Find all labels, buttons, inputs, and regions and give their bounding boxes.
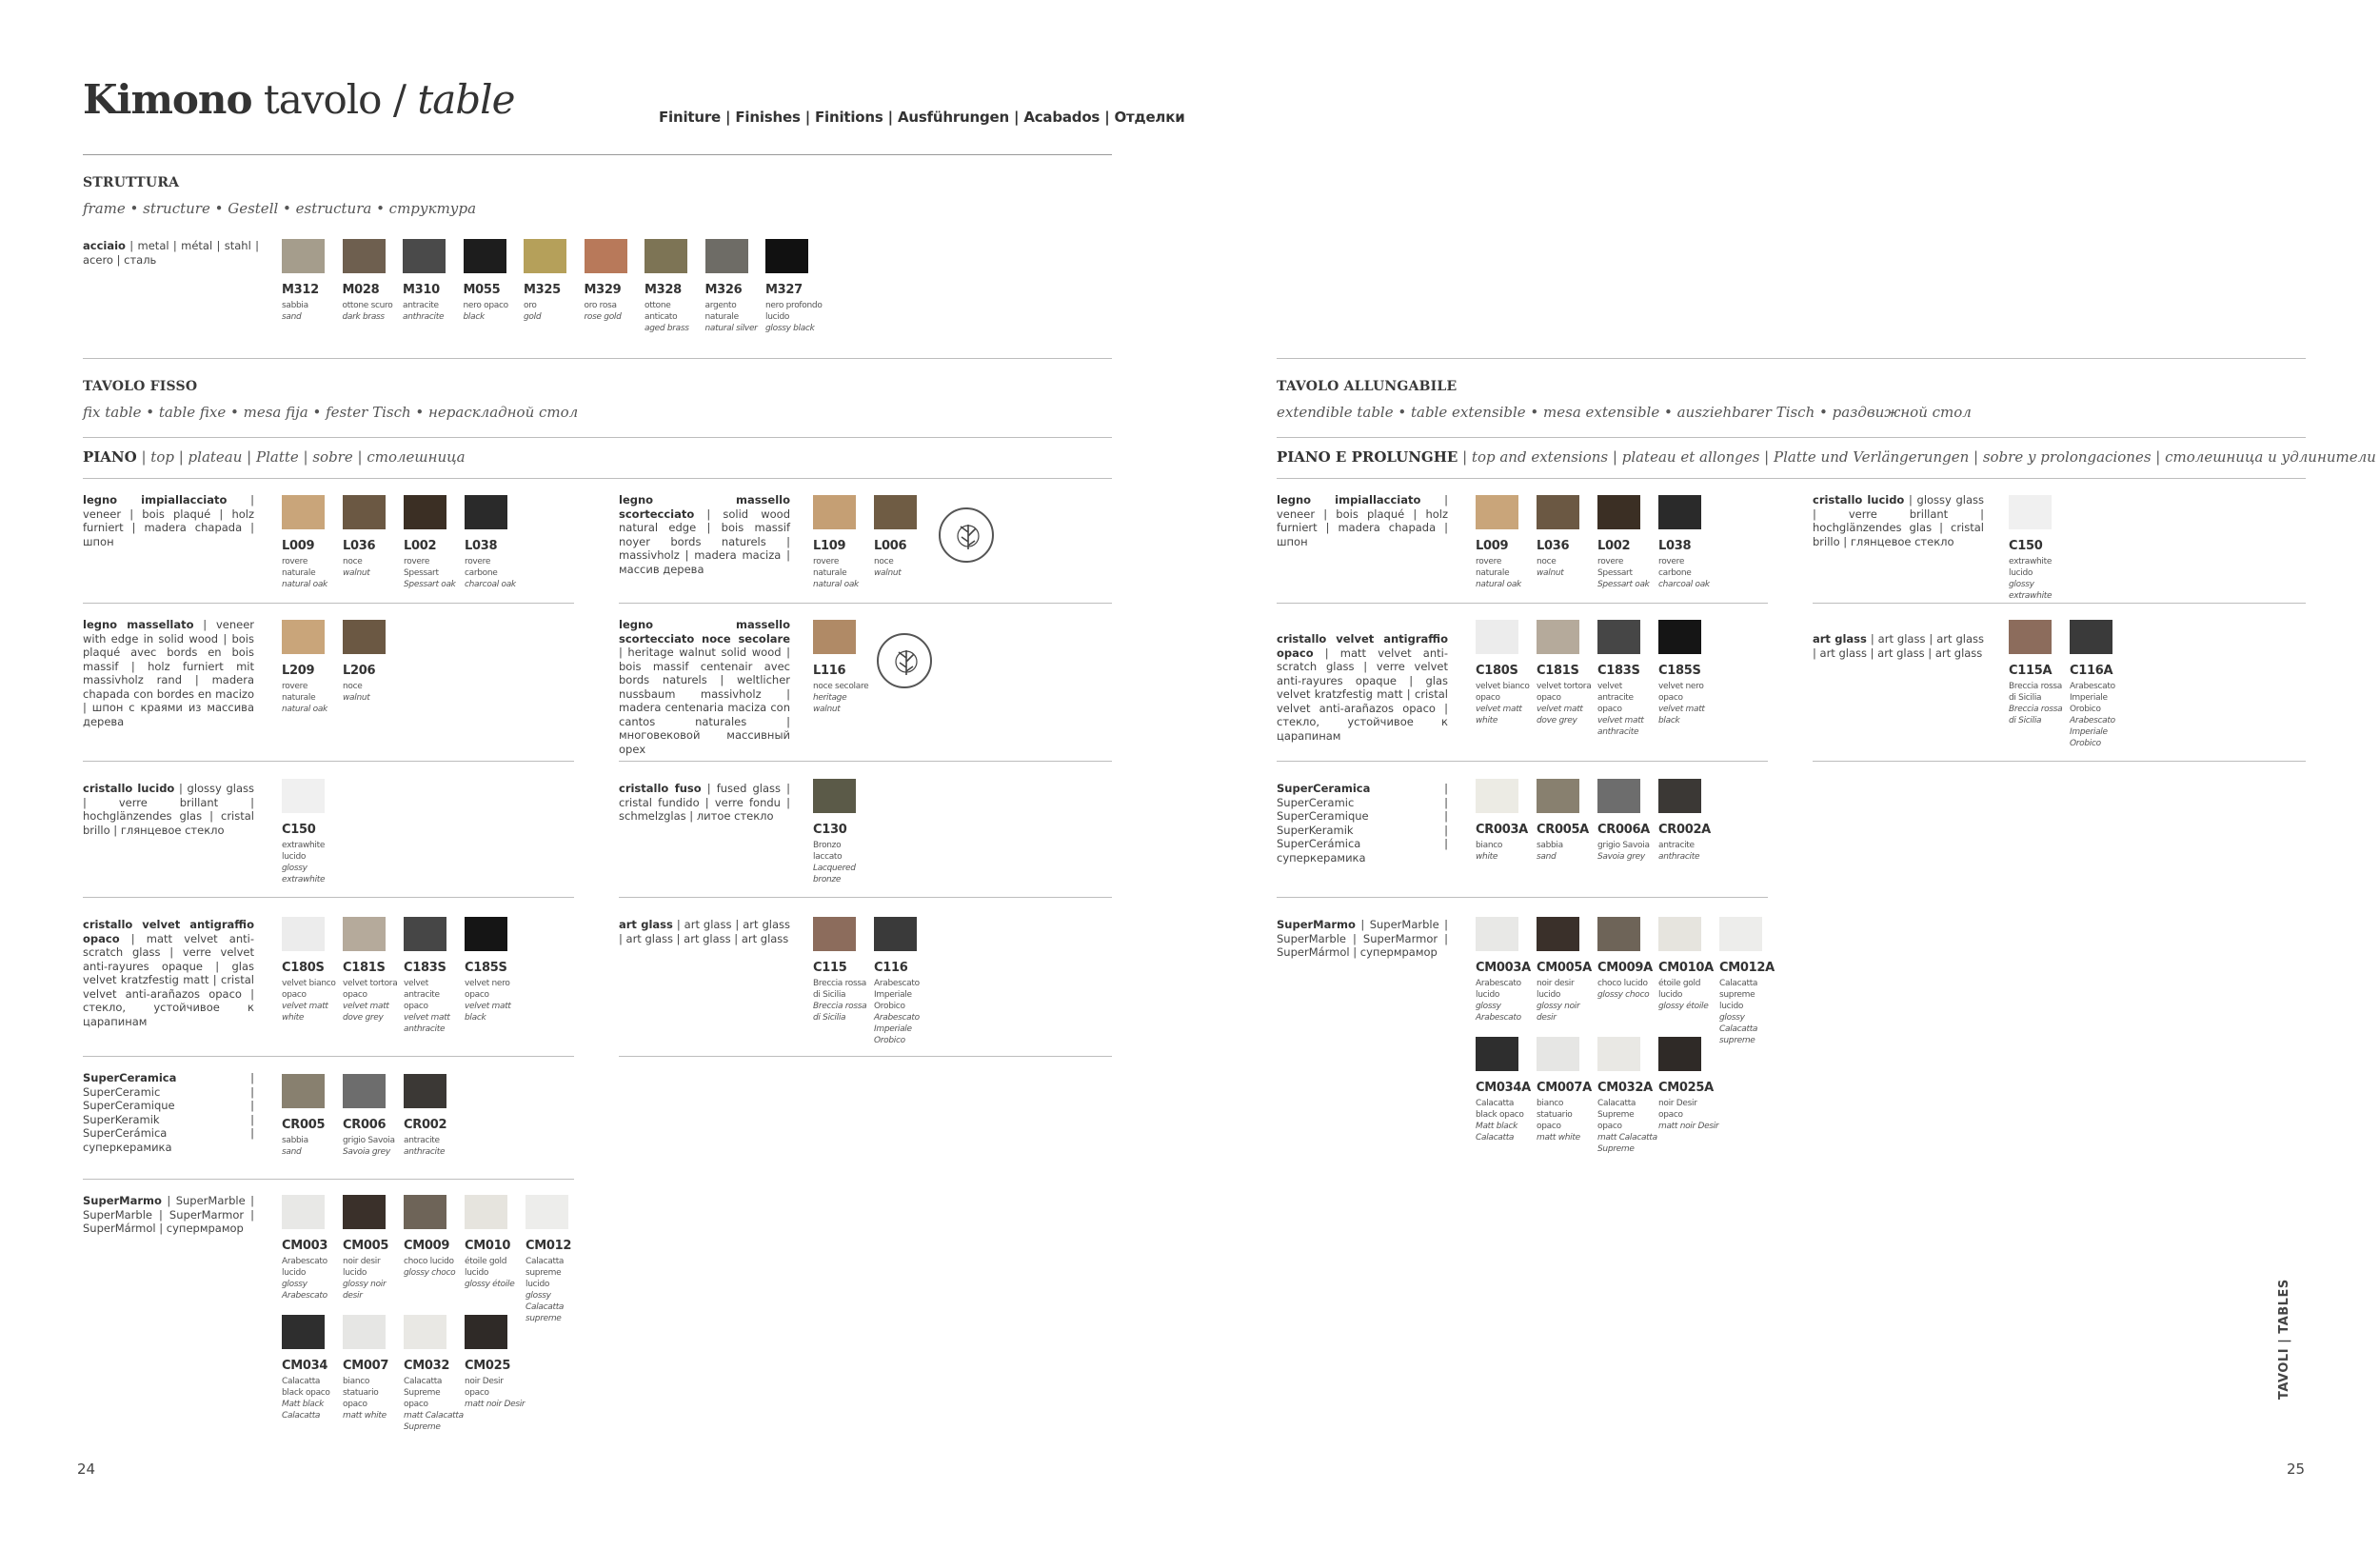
swatch-desc-en: Lacquered bronze [813,864,856,884]
swatch-code: M328 [645,283,682,297]
swatch-code: M310 [403,283,440,297]
swatch-code: L206 [343,664,376,678]
swatch-code: CM034A [1476,1081,1531,1095]
swatch-chip[interactable] [1537,779,1579,813]
swatch-code: CM025A [1658,1081,1714,1095]
swatch-desc: velvet tortora opaco [343,979,398,1000]
finish-group-label: art glass | art glass | art glass | art glass | art glass | art glass [619,918,790,945]
swatch-desc: velvet tortora opaco [1537,682,1592,703]
swatch-code: CM010 [465,1239,511,1253]
swatch-desc-en: matt Calacatta Supreme [1597,1133,1657,1154]
swatch-desc: noce [874,557,894,566]
swatch-code: CM007 [343,1359,389,1373]
swatch-code: L038 [1658,539,1692,553]
swatch-desc-en: walnut [343,568,370,578]
swatch-chip[interactable] [645,239,687,273]
finish-group-label: SuperMarmo | SuperMarble | SuperMarble | SuperMarmor | SuperMármol | супермрамор [1277,918,1448,959]
swatch-chip[interactable] [404,1074,446,1108]
swatch-chip[interactable] [1658,917,1701,951]
swatch-desc-en: anthracite [404,1147,446,1157]
swatch-desc: argento naturale [704,301,739,322]
swatch-cr002[interactable] [404,1074,571,1158]
swatch-chip[interactable] [2009,620,2052,654]
swatch-cm025a[interactable] [1658,1037,1826,1132]
swatch-code: C115A [2009,664,2053,678]
swatch-desc-en: glossy Calacatta supreme [526,1291,565,1323]
finish-group-label: SuperCeramica | SuperCeramic | SuperCeramique | SuperKeramik | SuperCerámica | суперкерамика [1277,782,1448,864]
swatch-desc: bianco [1476,841,1503,850]
swatch-desc-en: glossy noir desir [1537,1002,1580,1023]
swatch-desc: noir Desir opaco [1658,1099,1697,1120]
swatch-desc: Arabescato Imperiale Orobico [2070,682,2115,714]
swatch-desc: noce [1537,557,1557,566]
swatch-desc: extrawhite lucido [2009,557,2053,578]
swatch-code: C180S [1476,664,1518,678]
swatch-desc-en: Breccia rossa di Sicilia [2009,705,2063,725]
swatch-desc-en: glossy Arabescato [1476,1002,1521,1023]
finish-group-label: cristallo lucido | glossy glass | verre brillant | hochglänzendes glas | cristal brillo | глянцевое стекло [83,782,255,837]
swatch-code: C116A [2070,664,2113,678]
swatch-chip[interactable] [343,239,386,273]
swatch-chip[interactable] [1476,917,1518,951]
swatch-desc-en: matt Calacatta Supreme [404,1411,464,1432]
swatch-desc-en: charcoal oak [1658,580,1710,589]
swatch-desc-en: black [463,312,485,322]
swatch-code: L002 [404,539,437,553]
swatch-code: M327 [765,283,803,297]
swatch-desc-en: velvet matt white [1476,705,1522,725]
swatch-code: CM034 [282,1359,328,1373]
swatch-c150[interactable] [2009,495,2176,602]
swatch-chip[interactable] [282,779,325,813]
swatch-desc: Calacatta supreme lucido [1719,979,1758,1011]
page-title: Kimono tavolo / table [83,76,515,123]
swatch-code: C181S [343,961,386,975]
swatch-c185s[interactable] [465,917,632,1023]
swatch-code: CM032A [1597,1081,1653,1095]
swatch-chip[interactable] [465,1315,507,1349]
swatch-code: CR005 [282,1118,326,1132]
swatch-chip[interactable] [813,917,856,951]
swatch-code: CR002 [404,1118,447,1132]
swatch-desc: rovere naturale [282,682,316,703]
swatch-desc: velvet antracite opaco [404,979,440,1011]
swatch-chip[interactable] [343,1195,386,1229]
swatch-desc-en: Arabescato Imperiale Orobico [2070,716,2115,748]
swatch-desc: noir Desir opaco [465,1377,504,1398]
swatch-desc: Calacatta Supreme opaco [404,1377,443,1409]
swatch-code: C185S [1658,664,1701,678]
swatch-desc: sabbia [282,1136,308,1145]
swatch-desc-en: walnut [874,568,902,578]
swatch-desc: Breccia rossa di Sicilia [2009,682,2062,703]
swatch-desc: noce [343,557,363,566]
finishes-heading: Finiture | Finishes | Finitions | Ausführungen | Acabados | Отделки [659,109,1185,126]
swatch-desc-en: natural oak [1476,580,1521,589]
swatch-desc-en: glossy black [765,324,815,333]
swatch-code: M326 [704,283,743,297]
swatch-desc-en: aged brass [645,324,689,333]
swatch-chip[interactable] [282,1315,325,1349]
swatch-chip[interactable] [282,917,325,951]
swatch-cr002a[interactable] [1658,779,1826,863]
swatch-desc: Arabescato lucido [1476,979,1521,1000]
swatch-desc-en: Matt black Calacatta [1476,1122,1518,1143]
swatch-chip[interactable] [1658,620,1701,654]
finish-group-label: cristallo fuso | fused glass | cristal fundido | verre fondu | schmelzglas | литое стекло [619,782,790,823]
swatch-chip[interactable] [465,917,507,951]
solid-wood-badge-icon [877,633,932,688]
swatch-desc-en: glossy choco [1597,990,1650,1000]
swatch-desc: velvet bianco opaco [1476,682,1530,703]
swatch-desc: étoile gold lucido [1658,979,1701,1000]
swatch-code: M055 [463,283,501,297]
swatch-code: CM003 [282,1239,328,1253]
swatch-desc-en: matt noir Desir [465,1400,526,1409]
swatch-desc: Breccia rossa di Sicilia [813,979,866,1000]
struttura-subtitle: frame • structure • Gestell • estructura • структура [83,200,477,217]
swatch-l206[interactable] [343,620,510,704]
swatch-desc-en: walnut [1537,568,1564,578]
swatch-code: M312 [282,283,319,297]
swatch-desc-en: rose gold [584,312,622,322]
swatch-chip[interactable] [524,239,566,273]
swatch-desc: bianco statuario opaco [1537,1099,1573,1131]
swatch-desc: nero opaco [463,301,508,310]
swatch-desc: Bronzo laccato [813,841,843,862]
swatch-chip[interactable] [874,495,917,529]
solid-wood-badge-icon [939,507,994,563]
swatch-code: C183S [1597,664,1640,678]
swatch-desc-en: sand [1537,852,1557,862]
allungabile-piano: PIANO E PROLUNGHE | top and extensions | plateau et allonges | Platte und Verlängerungen | sobre y prolongaciones | столешница и удлинители [1277,448,2376,466]
swatch-desc-en: charcoal oak [465,580,516,589]
swatch-chip[interactable] [813,620,856,654]
page-number-left: 24 [77,1461,96,1478]
swatch-code: L002 [1597,539,1631,553]
swatch-desc-en: Breccia rossa di Sicilia [813,1002,867,1023]
swatch-code: M325 [524,283,561,297]
finish-group-label: legno impiallacciato | veneer | bois plaqué | holz furniert | madera chapada | шпон [1277,493,1448,548]
swatch-desc-en: anthracite [403,312,445,322]
swatch-code: C183S [404,961,446,975]
swatch-desc: velvet bianco opaco [282,979,336,1000]
swatch-chip[interactable] [1537,917,1579,951]
swatch-chip[interactable] [2070,620,2112,654]
swatch-desc-en: Savoia grey [343,1147,390,1157]
swatch-code: L006 [874,539,907,553]
swatch-desc-en: Arabescato Imperiale Orobico [874,1013,920,1045]
swatch-desc: sabbia [282,301,308,310]
swatch-c116a[interactable] [2070,620,2237,749]
swatch-desc-en: white [1476,852,1498,862]
swatch-code: CM010A [1658,961,1714,975]
swatch-desc: rovere naturale [282,557,316,578]
swatch-chip[interactable] [282,1074,325,1108]
swatch-chip[interactable] [1476,779,1518,813]
swatch-chip[interactable] [1597,495,1640,529]
swatch-desc-en: glossy étoile [465,1280,515,1289]
swatch-chip[interactable] [526,1195,568,1229]
fisso-subtitle: fix table • table fixe • mesa fija • fester Tisch • нераскладной стол [83,404,579,421]
swatch-desc: velvet nero opaco [465,979,510,1000]
finish-group-label: cristallo lucido | glossy glass | verre brillant | hochglänzendes glas | cristal brillo | глянцевое стекло [1813,493,1985,548]
swatch-desc-en: Savoia grey [1597,852,1645,862]
swatch-desc: extrawhite lucido [282,841,326,862]
swatch-code: L009 [1476,539,1509,553]
swatch-chip[interactable] [465,1195,507,1229]
swatch-desc: Calacatta black opaco [1476,1099,1524,1120]
swatch-desc-en: natural silver [704,324,758,333]
swatch-desc: sabbia [1537,841,1563,850]
swatch-desc-en: natural oak [282,580,327,589]
swatch-code: CR003A [1476,823,1528,837]
swatch-cm012[interactable] [526,1195,693,1324]
swatch-desc: nero profondo lucido [765,301,823,322]
swatch-chip[interactable] [585,239,627,273]
swatch-desc: choco lucido [1597,979,1648,988]
swatch-chip[interactable] [1658,495,1701,529]
swatch-desc: rovere Spessart [1597,557,1633,578]
swatch-code: C115 [813,961,847,975]
swatch-desc: noir desir lucido [343,1257,381,1278]
swatch-desc: rovere naturale [813,557,847,578]
side-section-label: TAVOLI | TABLES [2277,1279,2291,1400]
swatch-chip[interactable] [1476,1037,1518,1071]
swatch-c116[interactable] [874,917,1041,1046]
swatch-chip[interactable] [1537,495,1579,529]
swatch-chip[interactable] [765,239,808,273]
swatch-desc-en: matt noir Desir [1658,1122,1719,1131]
swatch-code: C150 [282,823,316,837]
swatch-desc-en: glossy choco [404,1268,456,1278]
swatch-desc: rovere naturale [1476,557,1510,578]
swatch-chip[interactable] [1719,917,1762,951]
swatch-desc-en: glossy extrawhite [282,864,326,884]
swatch-c150[interactable] [282,779,449,885]
swatch-c130[interactable] [813,779,981,885]
swatch-chip[interactable] [1537,1037,1579,1071]
swatch-code: L109 [813,539,846,553]
swatch-chip[interactable] [282,495,325,529]
swatch-code: CM025 [465,1359,511,1373]
finish-group-label: cristallo velvet antigraffio opaco | matt velvet anti-scratch glass | verre velvet anti-rayures opaque | glas velvet kratzfestig matt | cristal velvet anti-arañazos opaco | стекло, устойчивое к царапинам [83,918,254,1028]
swatch-desc: Calacatta supreme lucido [526,1257,565,1289]
swatch-desc-en: anthracite [1658,852,1700,862]
swatch-desc-en: glossy étoile [1658,1002,1709,1011]
swatch-code: CR002A [1658,823,1711,837]
swatch-code: CM007A [1537,1081,1592,1095]
swatch-chip[interactable] [404,1315,446,1349]
swatch-desc-en: sand [282,1147,302,1157]
swatch-chip[interactable] [1658,1037,1701,1071]
swatch-desc: Arabescato Imperiale Orobico [874,979,920,1011]
swatch-desc: bianco statuario opaco [343,1377,379,1409]
swatch-desc-en: glossy Calacatta supreme [1719,1013,1758,1045]
swatch-code: CM005A [1537,961,1592,975]
swatch-desc-en: Spessart oak [1597,580,1650,589]
swatch-desc: antracite [1658,841,1695,850]
swatch-chip[interactable] [404,917,446,951]
swatch-chip[interactable] [403,239,446,273]
swatch-l038[interactable] [1658,495,1826,590]
swatch-chip[interactable] [282,1195,325,1229]
swatch-code: CM009A [1597,961,1653,975]
swatch-desc: velvet antracite opaco [1597,682,1634,714]
swatch-code: C180S [282,961,325,975]
swatch-chip[interactable] [1476,620,1518,654]
swatch-code: M329 [584,283,622,297]
finish-group-label: legno massellato | veneer with edge in solid wood | bois plaqué avec bords en bois massif | holz furniert mit massivholz rand | madera chapada con bordes en macizo | шпон с краями из массива дерева [83,618,254,728]
finish-group-label: cristallo velvet antigraffio opaco | matt velvet anti-scratch glass | verre velvet anti-rayures opaque | glas velvet kratzfestig matt | cristal velvet anti-arañazos opaco | стекло, устойчивое к царапинам [1277,632,1448,743]
swatch-desc-en: velvet matt dove grey [1537,705,1583,725]
swatch-code: L209 [282,664,315,678]
swatch-chip[interactable] [813,779,856,813]
swatch-code: CM009 [404,1239,450,1253]
swatch-desc: noir desir lucido [1537,979,1575,1000]
finish-group-label: art glass | art glass | art glass | art glass | art glass | art glass [1813,632,1984,660]
swatch-desc-en: heritage walnut [813,693,847,714]
swatch-chip[interactable] [1597,917,1640,951]
swatch-chip[interactable] [1658,779,1701,813]
finish-group-label: legno massello scortecciato noce secolare | heritage walnut solid wood | bois massif centenair avec bords naturels | weltlicher nussbaum massivholz | madera centenaria maciza con cantos naturales | многовековой массивный орех [619,618,790,756]
swatch-desc-en: velvet matt dove grey [343,1002,389,1023]
swatch-chip[interactable] [874,917,917,951]
swatch-code: CM012A [1719,961,1775,975]
swatch-chip[interactable] [343,1315,386,1349]
swatch-desc-en: dark brass [342,312,385,322]
swatch-code: CM012 [526,1239,572,1253]
swatch-desc-en: sand [282,312,302,322]
swatch-chip[interactable] [282,620,325,654]
swatch-desc: oro rosa [584,301,617,310]
swatch-code: CM003A [1476,961,1531,975]
swatch-desc-en: natural oak [813,580,859,589]
fisso-heading: TAVOLO FISSO [83,379,198,394]
swatch-chip[interactable] [464,239,506,273]
swatch-desc-en: velvet matt white [282,1002,328,1023]
swatch-desc: ottone anticato [645,301,678,322]
swatch-l038[interactable] [465,495,632,590]
allungabile-subtitle: extendible table • table extensible • mesa extensible • ausziehbarer Tisch • раздвижной стол [1277,404,1972,421]
swatch-code: CR006A [1597,823,1650,837]
finish-group-label: SuperMarmo | SuperMarble | SuperMarble | SuperMarmor | SuperMármol | супермрамор [83,1194,254,1235]
swatch-code: CM032 [404,1359,450,1373]
swatch-code: M028 [342,283,380,297]
swatch-desc: étoile gold lucido [465,1257,507,1278]
swatch-code: C185S [465,961,507,975]
swatch-chip[interactable] [1476,495,1518,529]
swatch-desc: noce [343,682,363,691]
swatch-code: L116 [813,664,846,678]
swatch-desc: grigio Savoia [1597,841,1650,850]
swatch-code: CR005A [1537,823,1589,837]
swatch-code: CR006 [343,1118,387,1132]
swatch-chip[interactable] [1597,620,1640,654]
fisso-piano: PIANO | top | plateau | Platte | sobre | столешница [83,448,466,466]
swatch-desc: noce secolare [813,682,869,691]
swatch-code: CM005 [343,1239,389,1253]
finish-group-label: SuperCeramica | SuperCeramic | SuperCeramique | SuperKeramik | SuperCerámica | суперкерамика [83,1071,254,1154]
swatch-desc: Arabescato lucido [282,1257,327,1278]
swatch-chip[interactable] [705,239,748,273]
swatch-desc-en: natural oak [282,705,327,714]
swatch-desc-en: velvet matt black [1658,705,1705,725]
swatch-code: L009 [282,539,315,553]
swatch-desc: oro [524,301,537,310]
page-number-right: 25 [2287,1461,2306,1478]
swatch-desc: rovere carbone [465,557,498,578]
swatch-desc: choco lucido [404,1257,454,1266]
swatch-chip[interactable] [1597,1037,1640,1071]
swatch-chip[interactable] [2009,495,2052,529]
swatch-chip[interactable] [282,239,325,273]
swatch-c185s[interactable] [1658,620,1826,726]
swatch-desc-en: velvet matt anthracite [404,1013,450,1034]
swatch-code: C116 [874,961,908,975]
swatch-code: L036 [343,539,376,553]
swatch-desc: rovere carbone [1658,557,1692,578]
swatch-desc: grigio Savoia [343,1136,395,1145]
swatch-desc-en: velvet matt black [465,1002,511,1023]
swatch-desc: antracite [403,301,439,310]
finish-group-label: legno impiallacciato | veneer | bois plaqué | holz furniert | madera chapada | шпон [83,493,254,548]
swatch-chip[interactable] [343,620,386,654]
swatch-desc: rovere Spessart [404,557,439,578]
swatch-code: L036 [1537,539,1570,553]
swatch-desc-en: matt white [1537,1133,1580,1143]
swatch-code: C150 [2009,539,2043,553]
swatch-desc-en: Spessart oak [404,580,456,589]
swatch-m327[interactable] [765,239,933,334]
swatch-desc-en: walnut [343,693,370,703]
swatch-cm025[interactable] [465,1315,632,1410]
swatch-code: L038 [465,539,498,553]
allungabile-heading: TAVOLO ALLUNGABILE [1277,379,1458,394]
swatch-cm012a[interactable] [1719,917,1887,1046]
finish-group-label: legno massello scortecciato | solid wood natural edge | bois massif noyer bords naturels | massivholz | madera maciza | массив дерева [619,493,790,576]
swatch-code: C181S [1537,664,1579,678]
swatch-desc-en: matt white [343,1411,387,1421]
swatch-desc: Calacatta Supreme opaco [1597,1099,1636,1131]
swatch-desc-en: glossy extrawhite [2009,580,2053,601]
swatch-desc: velvet nero opaco [1658,682,1704,703]
swatch-chip[interactable] [1597,779,1640,813]
swatch-chip[interactable] [1537,620,1579,654]
swatch-code: C130 [813,823,847,837]
swatch-desc-en: gold [524,312,542,322]
swatch-chip[interactable] [343,917,386,951]
acciaio-label: acciaio | metal | métal | stahl | acero | сталь [83,239,259,267]
swatch-chip[interactable] [404,1195,446,1229]
swatch-chip[interactable] [343,495,386,529]
swatch-desc-en: glossy noir desir [343,1280,387,1301]
swatch-desc-en: velvet matt anthracite [1597,716,1644,737]
swatch-desc: ottone scuro [342,301,393,310]
swatch-desc: antracite [404,1136,440,1145]
swatch-chip[interactable] [813,495,856,529]
swatch-desc-en: Matt black Calacatta [282,1400,325,1421]
swatch-chip[interactable] [343,1074,386,1108]
swatch-chip[interactable] [404,495,446,529]
struttura-heading: STRUTTURA [83,175,180,190]
swatch-chip[interactable] [465,495,507,529]
swatch-desc-en: glossy Arabescato [282,1280,327,1301]
swatch-desc: Calacatta black opaco [282,1377,330,1398]
